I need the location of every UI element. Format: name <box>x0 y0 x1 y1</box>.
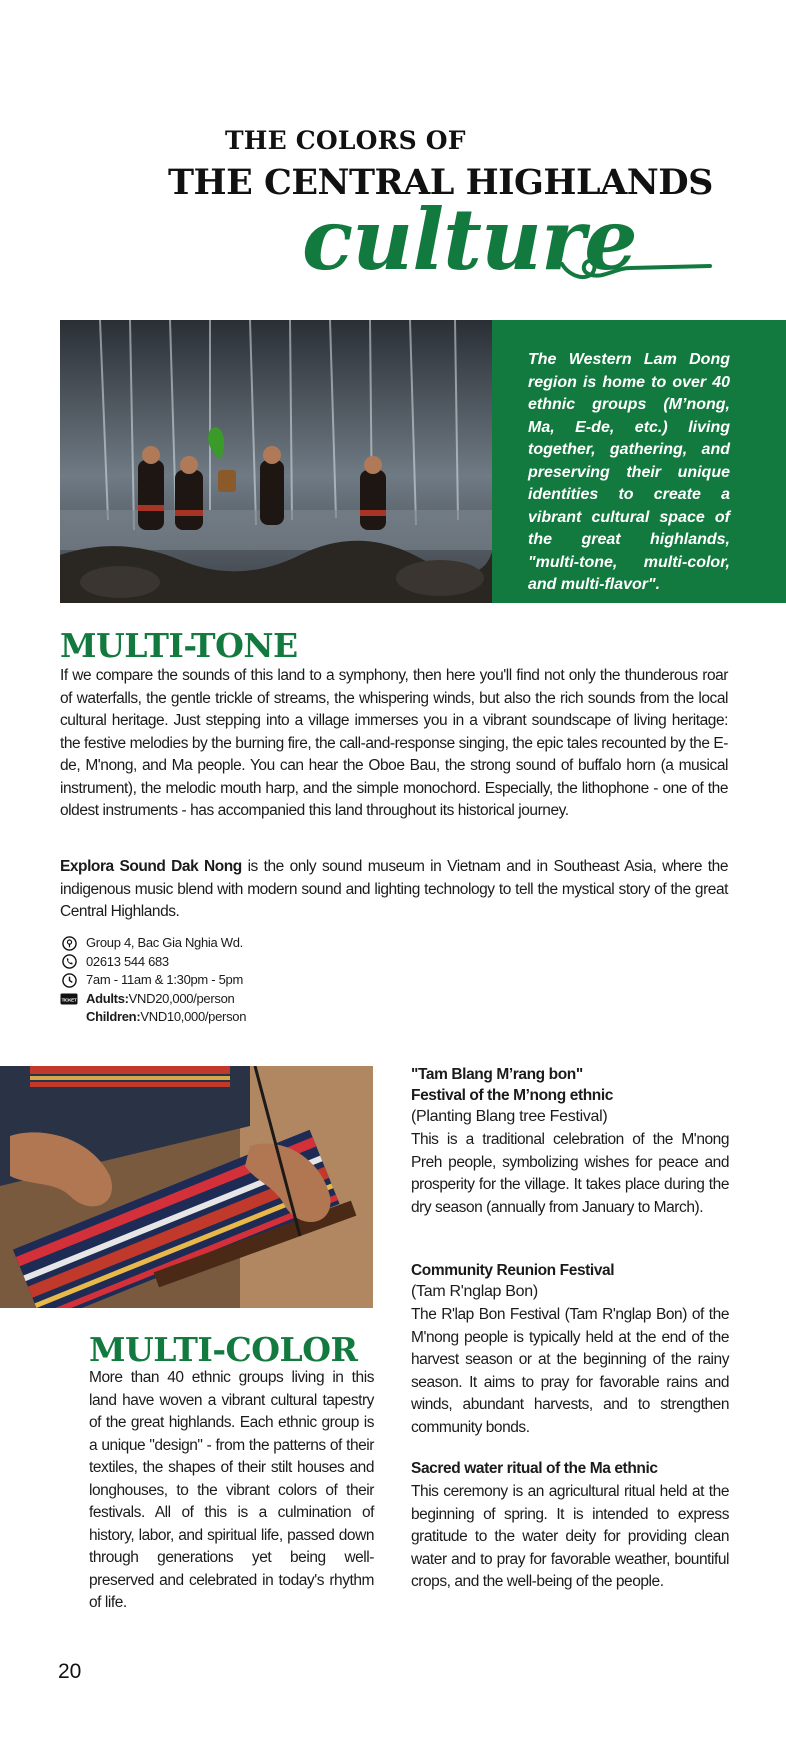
festival-1-subtitle: (Planting Blang tree Festival) <box>411 1108 608 1125</box>
children-label: Children: <box>86 1009 141 1024</box>
weaving-photo <box>0 1066 373 1308</box>
explora-description: is the only sound museum in Vietnam and in Southeast Asia, where the indigenous music blend with modern sound and lighting technology to tell the mystical story of the great Central Highlands. <box>60 858 728 920</box>
heading-multi-tone: MULTI-TONE <box>60 626 298 665</box>
location-pin-icon <box>60 935 78 951</box>
info-hours: 7am - 11am & 1:30pm - 5pm <box>86 972 243 987</box>
phone-icon <box>60 954 78 970</box>
festival-2-title: Community Reunion Festival <box>411 1262 615 1279</box>
explora-info <box>60 934 246 1027</box>
festival-3-title: Sacred water ritual of the Ma ethnic <box>411 1460 658 1477</box>
info-phone: 02613 544 683 <box>86 953 169 969</box>
title-script-culture: culture <box>302 190 637 289</box>
title-line-1: THE COLORS OF <box>225 126 466 155</box>
info-address-row <box>60 934 246 953</box>
title-swirl-ornament <box>560 248 712 288</box>
waterfall-photo <box>60 320 492 603</box>
festival-1-title-line1: "Tam Blang M’rang bon" <box>411 1066 583 1083</box>
festival-1-text: This is a traditional celebration of the M'nong Preh people, symbolizing wishes for peace and prosperity for the village. It takes place during the dry season (annually from January to March). <box>411 1131 729 1216</box>
multi-tone-paragraph: If we compare the sounds of this land to a symphony, then here you'll find not only the thunderous roar of waterfalls, the gentle trickle of streams, the whispering winds, but also the rich sounds from the local cultural heritage. Just stepping into a village immerses you in a vibrant soundscape of living heritage: the festive melodies by the burning fire, the call-and-response singing, the epic tales recounted by the E-de, M'nong, and Ma people. You can hear the Oboe Bau, the strong sound of buffalo horn (a musical instrument), the melodic mouth harp, and the simple monochord. Especially, the lithophone - one of the oldest instruments - has accompanied this land throughout its historical journey. <box>60 667 728 819</box>
festival-2-text: The R'lap Bon Festival (Tam R'nglap Bon) of the M'nong people is typically held at the end of the harvest season or at the beginning of the rainy season. It aims to pray for favorable rains and winds, abundant harvests, and to strengthen community bonds. <box>411 1306 729 1436</box>
title-line-2: THE CENTRAL HIGHLANDS <box>168 162 713 203</box>
info-children-row <box>86 1008 246 1027</box>
clock-icon <box>60 972 78 988</box>
multi-color-paragraph: More than 40 ethnic groups living in this land have woven a vibrant cultural tapestry of the great highlands. Each ethnic group is a unique "design" - from the patterns of their textiles, the shapes of their stilt houses and longhouses, to the vibrant colors of their festivals. All of this is a culmination of history, labor, and spiritual life, passed down through generations yet being well-preserved and celebrated in today's rhythm of life. <box>89 1369 374 1611</box>
adults-label: Adults: <box>86 990 129 1006</box>
heading-multi-color: MULTI-COLOR <box>89 1330 358 1369</box>
festival-tam-blang <box>411 1064 729 1219</box>
ticket-icon <box>60 991 78 1007</box>
festival-sacred-water <box>411 1458 729 1594</box>
info-adults-row <box>60 990 246 1009</box>
info-phone-row <box>60 953 246 972</box>
adults-price: VND20,000/person <box>128 990 235 1006</box>
festival-1-title-line2: Festival of the M’nong ethnic <box>411 1087 613 1104</box>
festival-community-reunion <box>411 1260 729 1439</box>
info-address: Group 4, Bac Gia Nghia Wd. <box>86 935 243 950</box>
explora-paragraph <box>60 856 728 924</box>
festival-3-text: This ceremony is an agricultural ritual held at the beginning of spring. It is intended to express gratitude to the water deity for providing clean water and to pray for favorable weather, bountiful crops, and the well-being of the people. <box>411 1483 729 1590</box>
children-price: VND10,000/person <box>140 1009 247 1024</box>
intro-text: The Western Lam Dong region is home to over 40 ethnic groups (M’nong, Ma, E-de, etc.) living together, gathering, and preserving their unique identities to create a vibrant cultural space of the great highlands, "multi-tone, multi-color, and multi-flavor". <box>528 351 730 593</box>
page-number: 20 <box>58 1660 82 1683</box>
festival-2-subtitle: (Tam R'nglap Bon) <box>411 1283 538 1300</box>
explora-name: Explora Sound Dak Nong <box>60 858 242 875</box>
info-hours-row <box>60 971 246 990</box>
svg-text:TICKET: TICKET <box>61 997 77 1003</box>
